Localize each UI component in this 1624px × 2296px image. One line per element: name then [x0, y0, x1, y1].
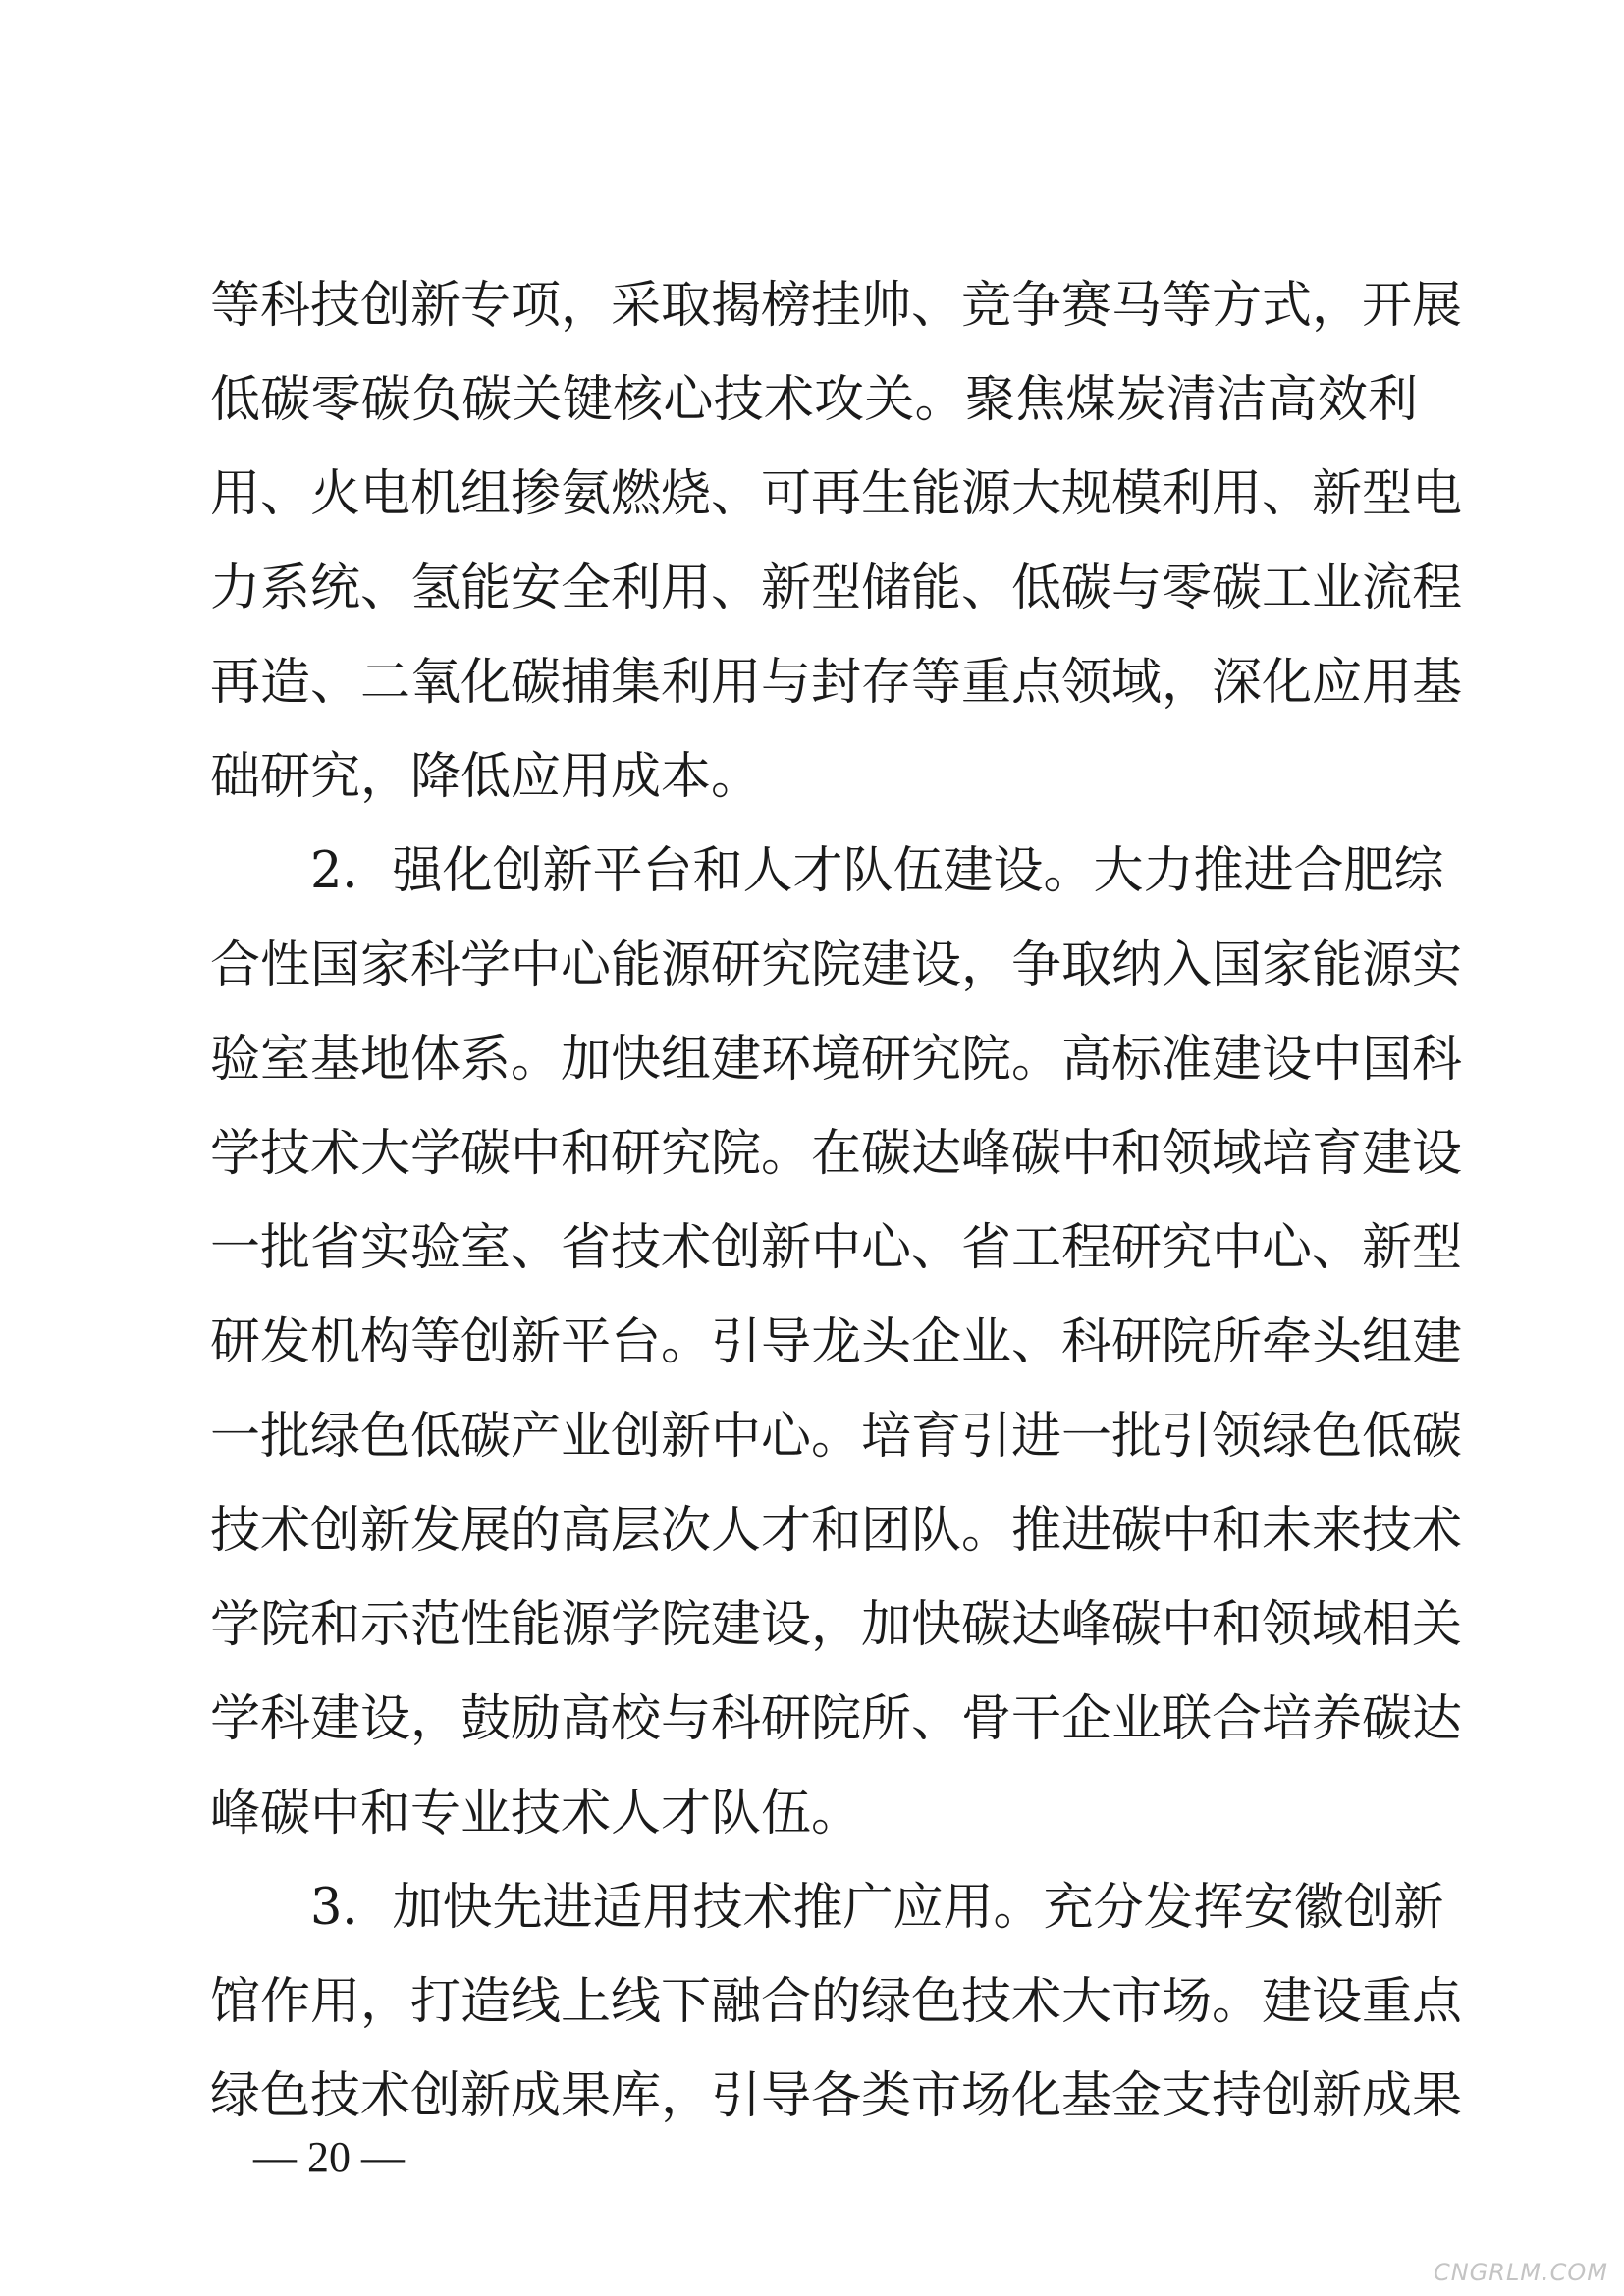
text-line: 用、火电机组掺氨燃烧、可再生能源大规模利用、新型电 — [210, 465, 1463, 523]
text-line: 学院和示范性能源学院建设，加快碳达峰碳中和领域相关 — [210, 1596, 1463, 1654]
text-line: 验室基地体系。加快组建环境研究院。高标准建设中国科 — [210, 1031, 1463, 1089]
text-line: 研发机构等创新平台。引导龙头企业、科研院所牵头组建 — [210, 1313, 1463, 1371]
text-line: 础研究，降低应用成本。 — [210, 748, 762, 806]
text-line: 学技术大学碳中和研究院。在碳达峰碳中和领域培育建设 — [210, 1125, 1463, 1183]
text-line: 力系统、氢能安全利用、新型储能、低碳与零碳工业流程 — [210, 560, 1463, 617]
text-line: 绿色技术创新成果库，引导各类市场化基金支持创新成果 — [210, 2067, 1463, 2125]
paragraph-start-line: 3．加快先进适用技术推广应用。充分发挥安徽创新 — [210, 1879, 1444, 1937]
page-number: — 20 — — [253, 2133, 405, 2181]
text-line: 馆作用，打造线上线下融合的绿色技术大市场。建设重点 — [210, 1973, 1463, 2031]
text-line: 合性国家科学中心能源研究院建设，争取纳入国家能源实 — [210, 936, 1463, 994]
text-line: 一批绿色低碳产业创新中心。培育引进一批引领绿色低碳 — [210, 1408, 1463, 1466]
text-line: 再造、二氧化碳捕集利用与封存等重点领域，深化应用基 — [210, 654, 1463, 712]
text-line: 一批省实验室、省技术创新中心、省工程研究中心、新型 — [210, 1219, 1463, 1277]
paragraph-start-line: 2．强化创新平台和人才队伍建设。大力推进合肥综 — [210, 842, 1444, 900]
text-line: 等科技创新专项，采取揭榜挂帅、竞争赛马等方式，开展 — [210, 277, 1463, 335]
watermark: CNGRLM.COM — [1433, 2259, 1608, 2286]
text-line: 学科建设，鼓励高校与科研院所、骨干企业联合培养碳达 — [210, 1690, 1463, 1748]
text-line: 技术创新发展的高层次人才和团队。推进碳中和未来技术 — [210, 1502, 1463, 1560]
text-line: 低碳零碳负碳关键核心技术攻关。聚焦煤炭清洁高效利 — [210, 371, 1418, 429]
text-line: 峰碳中和专业技术人才队伍。 — [210, 1785, 862, 1842]
